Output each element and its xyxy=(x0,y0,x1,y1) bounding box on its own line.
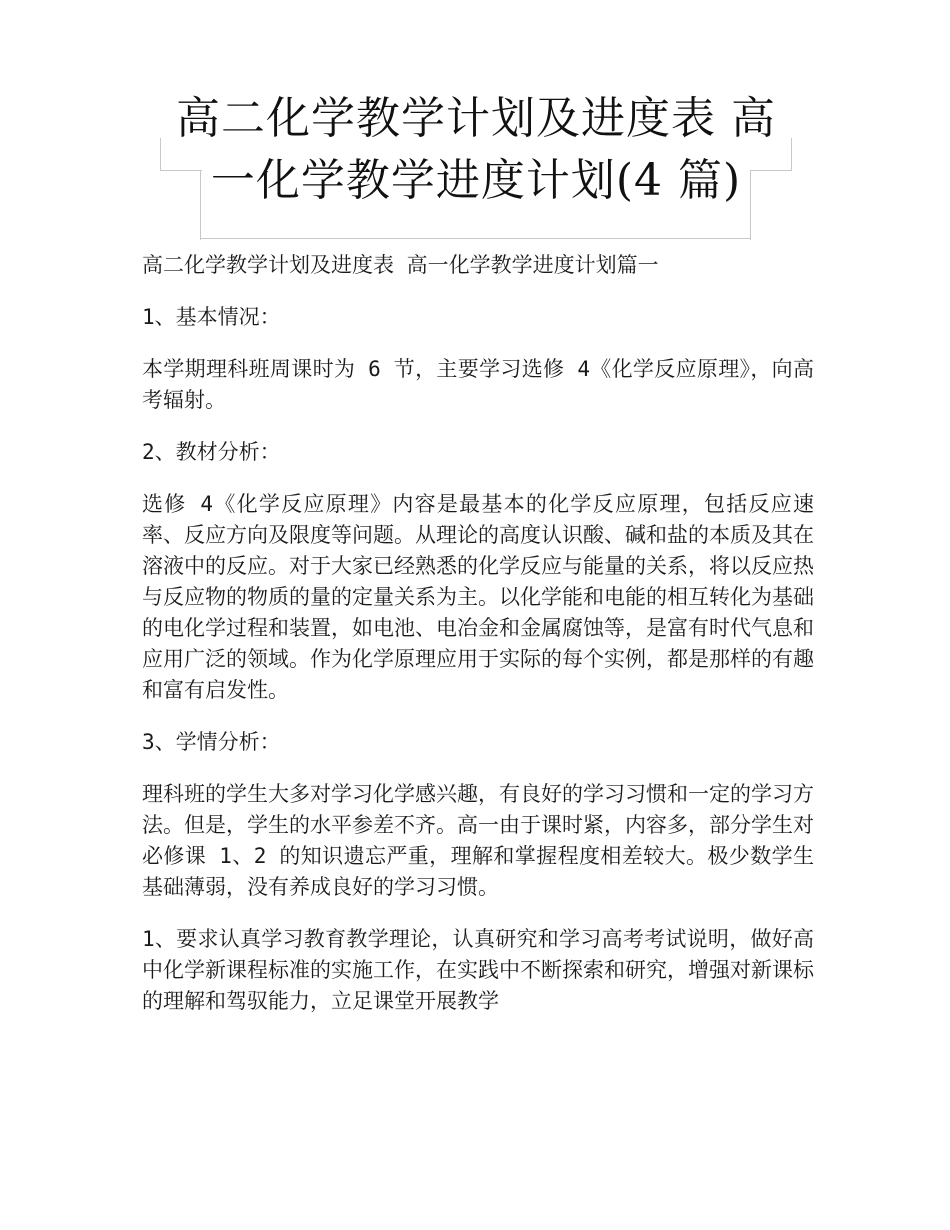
body-paragraph: 本学期理科班周课时为 6 节，主要学习选修 4《化学反应原理》，向高考辐射。 xyxy=(142,357,814,412)
title-frame-line xyxy=(160,170,202,171)
subtitle-paragraph: 高二化学教学计划及进度表 高一化学教学进度计划篇一 xyxy=(142,253,659,277)
title-block xyxy=(160,88,792,238)
document-body xyxy=(142,250,814,1038)
title-frame-line xyxy=(160,138,161,170)
title-frame-line xyxy=(791,138,792,170)
section-heading-student-analysis: 3、学情分析： xyxy=(142,730,281,754)
body-paragraph: 理科班的学生大多对学习化学感兴趣，有良好的学习习惯和一定的学习方法。但是，学生的水平参差不齐。高一由于课时紧，内容多，部分学生对必修课 1、2 的知识遗忘严重，理解和掌握程度相差较大。极少数学生基础薄弱，没有养成良好的学习习惯。 xyxy=(142,782,814,899)
section-heading-textbook-analysis: 2、教材分析： xyxy=(142,440,281,464)
body-paragraph: 1、要求认真学习教育教学理论，认真研究和学习高考考试说明，做好高中化学新课程标准的实施工作，在实践中不断探索和研究，增强对新课标的理解和驾驭能力，立足课堂开展教学 xyxy=(142,927,814,1013)
title-frame-line xyxy=(750,170,751,240)
document-title xyxy=(160,88,792,212)
title-line-2: 一化学教学进度计划(4 篇) xyxy=(210,155,742,206)
body-paragraph: 选修 4《化学反应原理》内容是最基本的化学反应原理，包括反应速率、反应方向及限度等问题。从理论的高度认识酸、碱和盐的本质及其在溶液中的反应。对于大家已经熟悉的化学反应与能量的关系，将以反应热与反应物的物质的量的定量关系为主。以化学能和电能的相互转化为基础的电化学过程和装置，如电池、电冶金和金属腐蚀等，是富有时代气息和应用广泛的领域。作为化学原理应用于实际的每个实例，都是那样的有趣和富有启发性。 xyxy=(142,492,814,702)
title-frame-line xyxy=(200,170,201,240)
section-heading-basic-info: 1、基本情况： xyxy=(142,305,281,329)
title-frame-line xyxy=(750,170,792,171)
title-frame-line xyxy=(200,238,750,239)
title-line-1: 高二化学教学计划及进度表 高 xyxy=(176,93,776,144)
